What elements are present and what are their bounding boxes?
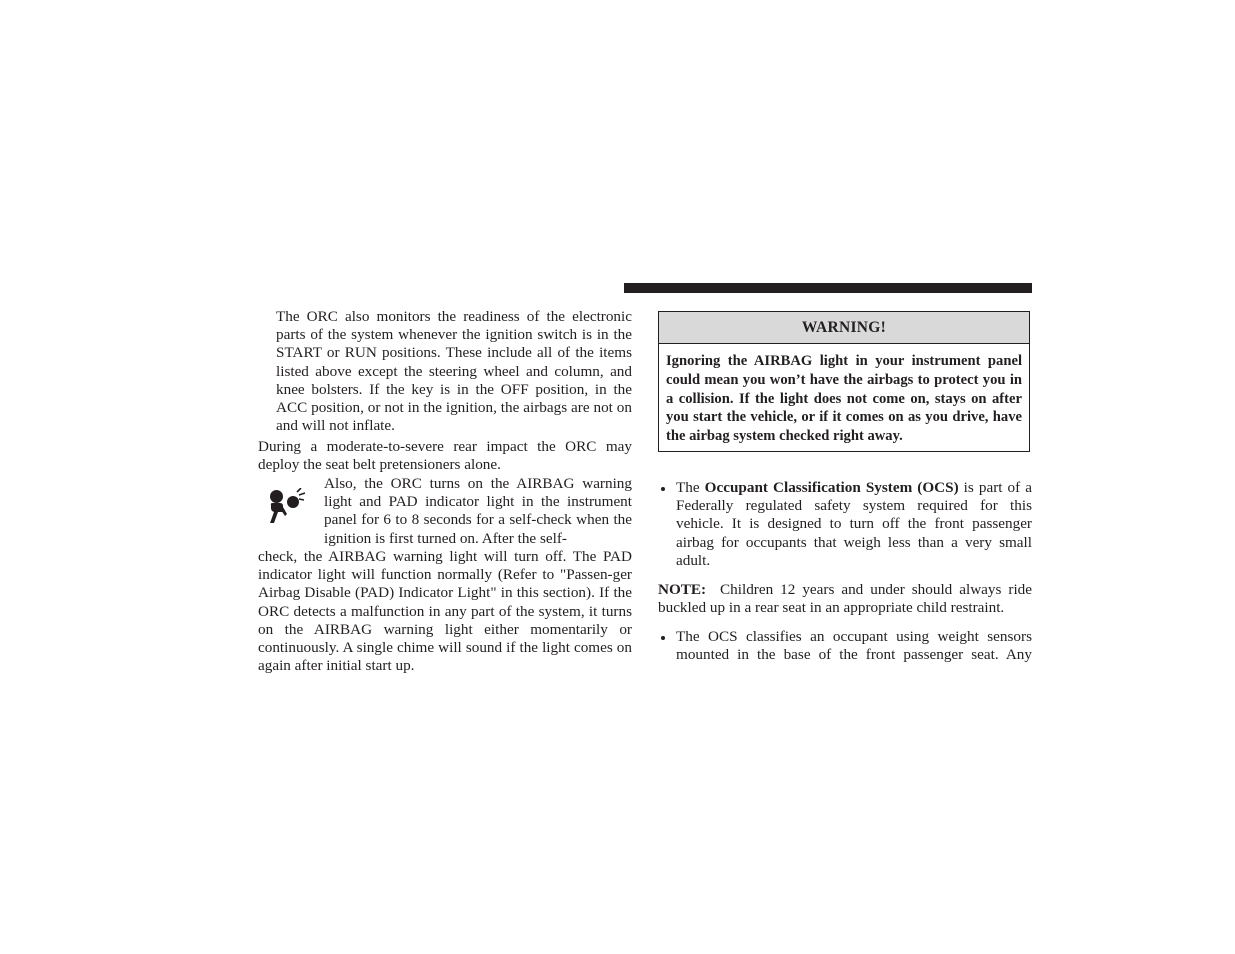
note-text: Children 12 years and under should always ride buckled up in a rear seat in an appropriate child restraint. <box>658 581 1032 617</box>
warning-box <box>658 311 1030 452</box>
weight-sensor-bullet-paragraph: The OCS classifies an occupant using weight sensors mounted in the base of the front passenger seat. Any <box>676 628 1032 664</box>
orc-monitor-paragraph: The ORC also monitors the readiness of the electronic parts of the system whenever the ignition switch is in the START or RUN positions. These include all of the items listed above except the steering wheel and column, and knee bolsters. If the key is in the OFF position, in the ACC position, or not in the ignition, the airbags are not on and will not inflate. <box>276 308 632 435</box>
section-rule <box>624 283 1032 293</box>
ocs-prefix: The <box>676 479 705 496</box>
note-label: NOTE: <box>658 581 707 598</box>
bullet-dot <box>661 487 665 491</box>
airbag-warning-icon <box>266 488 306 524</box>
bullet-dot <box>661 636 665 640</box>
rear-impact-paragraph: During a moderate-to-severe rear impact the ORC may deploy the seat belt pretensioners alone. <box>258 438 632 474</box>
ocs-rest: is part of a Federally regulated safety system required for this vehicle. It is designed to turn off the front passenger airbag for occupants that weigh less than a very small adult. <box>676 479 1032 569</box>
warning-title: WARNING! <box>659 312 1029 344</box>
airbag-light-paragraph-full: check, the AIRBAG warning light will turn off. The PAD indicator light will function normally (Refer to "Passen-ger Airbag Disable (PAD) Indicator Light" in this section). If the ORC detects a malfunction in any part of the system, it turns on the AIRBAG warning light either momentarily or continuously. A single chime will sound if the light comes on again after initial start up. <box>258 548 632 675</box>
note-paragraph <box>658 581 1032 617</box>
ocs-term: Occupant Classification System (OCS) <box>704 479 959 496</box>
ocs-bullet-paragraph <box>676 479 1032 570</box>
warning-body: Ignoring the AIRBAG light in your instrument panel could mean you won’t have the airbags to protect you in a collision. If the light does not come on, stays on after you start the vehicle, or if it comes on as you drive, have the airbag system checked right away. <box>666 353 1022 445</box>
airbag-light-paragraph-wrapped: Also, the ORC turns on the AIRBAG warning light and PAD indicator light in the instrument panel for 6 to 8 seconds for a self-check when the ignition is first turned on. After the self- <box>324 475 632 547</box>
